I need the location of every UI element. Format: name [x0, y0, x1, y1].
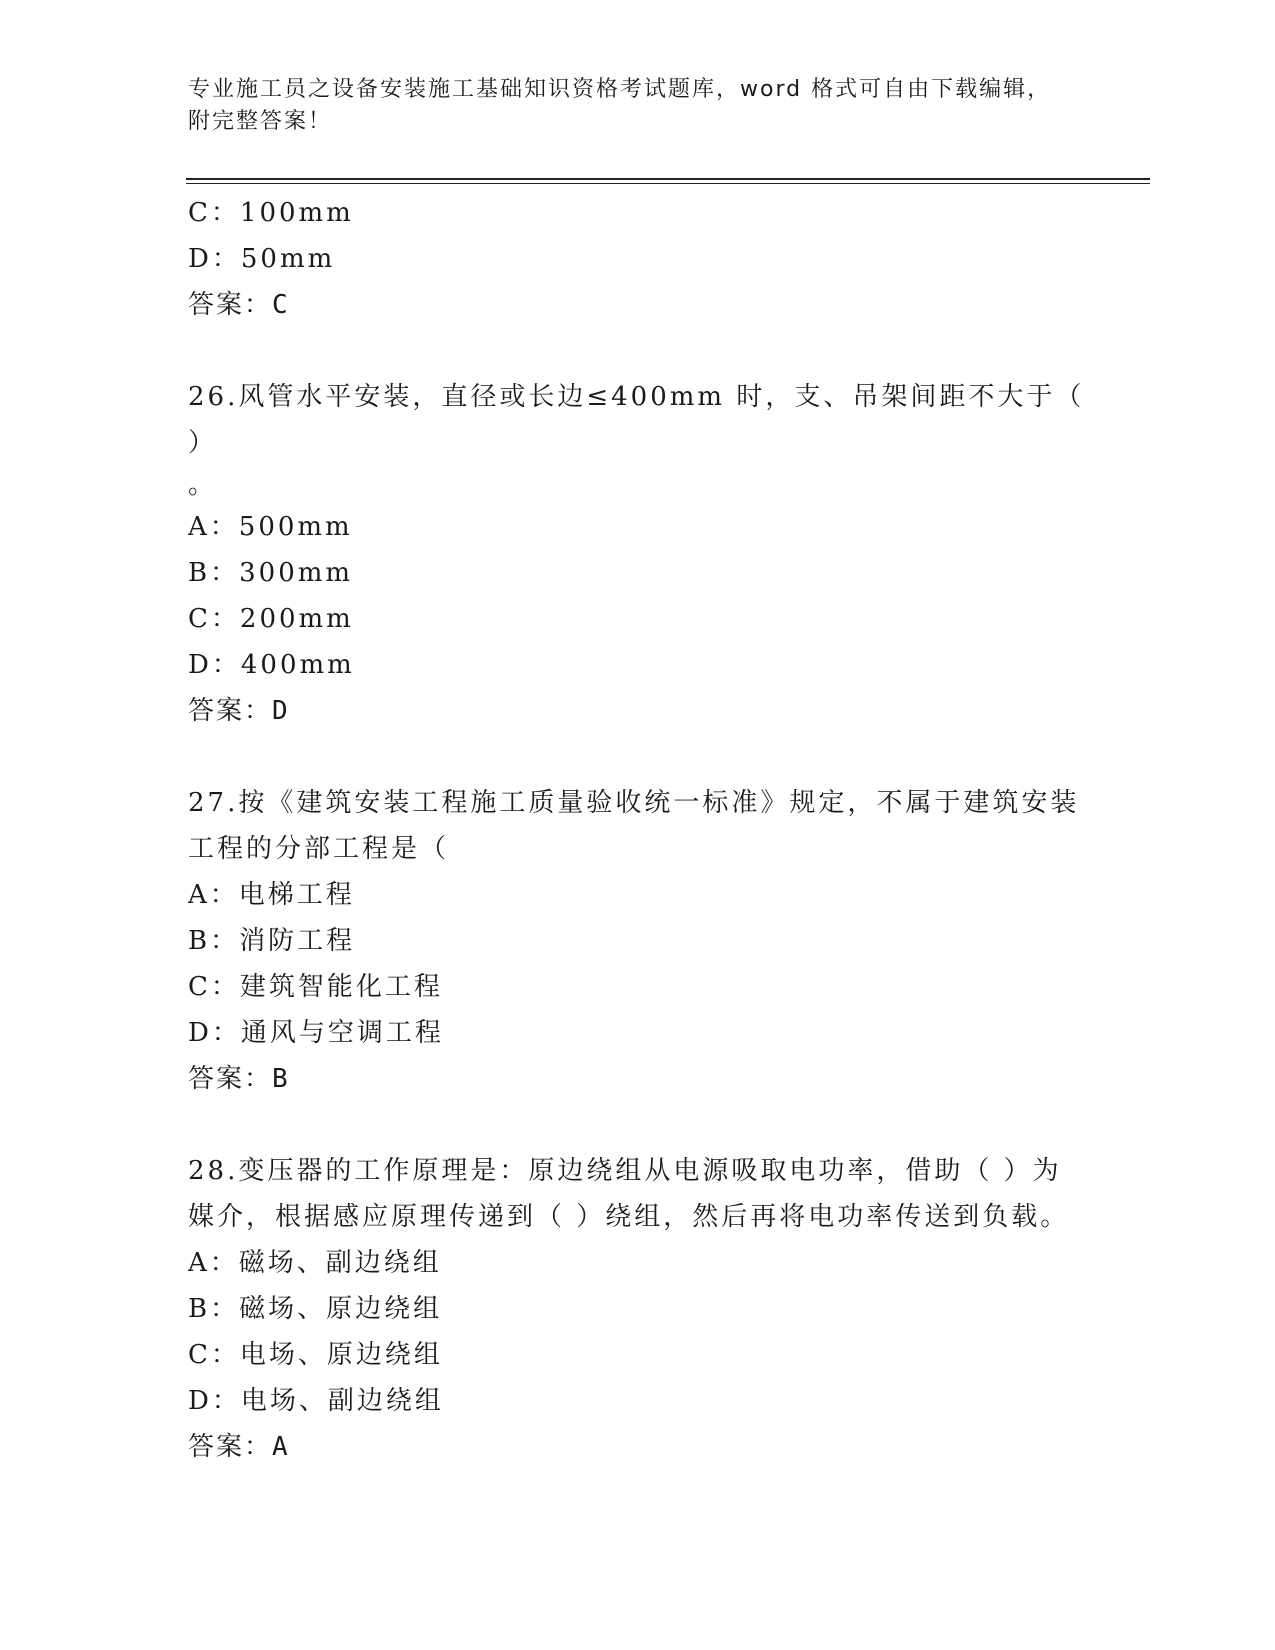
option-d — [188, 642, 1088, 688]
option-key: C： — [188, 1340, 240, 1370]
answer-value: D — [272, 696, 290, 726]
question-stem: 26.风管水平安装，直径或长边≤400mm 时，支、吊架间距不大于（ ） — [188, 382, 1085, 458]
question-28 — [188, 1148, 1088, 1470]
spacer — [188, 1102, 1088, 1148]
answer-label: 答案： — [188, 1432, 273, 1462]
spacer — [188, 734, 1088, 780]
spacer — [188, 328, 1088, 374]
option-b — [188, 550, 1088, 596]
option-key: B： — [188, 1294, 240, 1324]
question-stem-continued: 。 — [188, 470, 215, 500]
option-text: 磁场、副边绕组 — [238, 1248, 442, 1278]
option-key: A： — [188, 1248, 239, 1278]
option-a — [188, 872, 1088, 918]
option-text: 电场、副边绕组 — [240, 1386, 444, 1416]
option-key: C： — [188, 972, 240, 1002]
page-header — [188, 74, 1068, 138]
option-text: 消防工程 — [239, 926, 356, 956]
option-b — [188, 918, 1088, 964]
option-key: D： — [188, 1386, 241, 1416]
question-stem-continued: 工程的分部工程是（ — [188, 834, 450, 864]
answer-line — [188, 282, 1088, 328]
option-c — [188, 964, 1088, 1010]
option-text: 建筑智能化工程 — [239, 972, 443, 1002]
option-text: 400mm — [240, 650, 355, 680]
option-a — [188, 1240, 1088, 1286]
option-text: 200mm — [239, 604, 354, 634]
option-b — [188, 1286, 1088, 1332]
question-stem-continued: 媒介，根据感应原理传递到（ ）绕组，然后再将电功率传送到负载。 — [188, 1202, 1070, 1232]
option-key: A： — [188, 880, 239, 910]
option-key: A： — [188, 512, 239, 542]
answer-line — [188, 1424, 1088, 1470]
option-text: 通风与空调工程 — [240, 1018, 444, 1048]
option-text: 磁场、原边绕组 — [239, 1294, 443, 1324]
option-text: 电场、原边绕组 — [239, 1340, 443, 1370]
option-key: C： — [188, 604, 240, 634]
option-key: C： — [188, 198, 240, 228]
option-a — [188, 504, 1088, 550]
option-text: 100mm — [239, 198, 354, 228]
question-list — [188, 190, 1088, 1470]
answer-value: C — [272, 290, 290, 320]
question-27 — [188, 780, 1088, 1102]
option-key: B： — [188, 558, 240, 588]
question-stem: 27.按《建筑安装工程施工质量验收统一标准》规定，不属于建筑安装 — [188, 788, 1080, 818]
answer-line — [188, 688, 1088, 734]
option-c — [188, 596, 1088, 642]
option-d — [188, 1378, 1088, 1424]
answer-line — [188, 1056, 1088, 1102]
header-line-1: 专业施工员之设备安装施工基础知识资格考试题库，word 格式可自由下载编辑， — [188, 77, 1052, 102]
option-text: 300mm — [239, 558, 354, 588]
answer-label: 答案： — [188, 1064, 273, 1094]
option-text: 500mm — [238, 512, 353, 542]
answer-label: 答案： — [188, 290, 273, 320]
header-divider — [186, 178, 1150, 184]
answer-value: A — [272, 1432, 290, 1462]
option-key: B： — [188, 926, 240, 956]
question-26 — [188, 374, 1088, 734]
header-line-2: 附完整答案！ — [188, 109, 333, 134]
option-c — [188, 190, 1088, 236]
question-stem: 28.变压器的工作原理是：原边绕组从电源吸取电功率，借助（ ）为 — [188, 1156, 1062, 1186]
option-text: 电梯工程 — [238, 880, 355, 910]
option-d — [188, 236, 1088, 282]
option-key: D： — [188, 650, 241, 680]
option-c — [188, 1332, 1088, 1378]
option-key: D： — [188, 1018, 241, 1048]
option-key: D： — [188, 244, 241, 274]
answer-label: 答案： — [188, 696, 273, 726]
option-text: 50mm — [240, 244, 336, 274]
answer-value: B — [272, 1064, 290, 1094]
prev-question-block — [188, 190, 1088, 328]
option-d — [188, 1010, 1088, 1056]
